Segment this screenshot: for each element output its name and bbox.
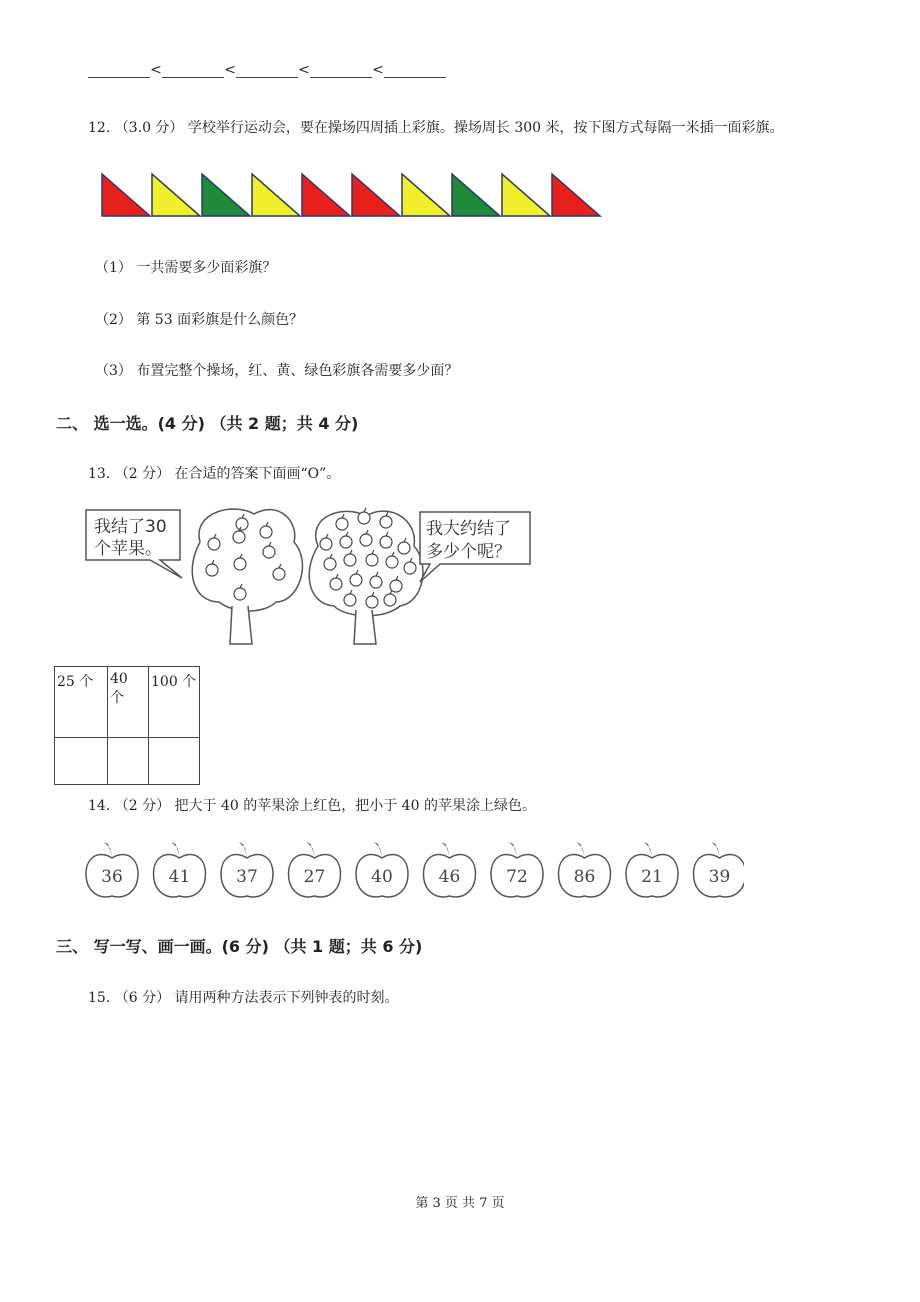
apple-leaf-icon	[442, 842, 450, 856]
flag-2	[152, 174, 200, 216]
less-than-sign: <	[372, 62, 384, 78]
small-apple-right-9	[324, 558, 336, 570]
answer-blank[interactable]	[162, 63, 224, 78]
apple-number-5: 40	[371, 867, 393, 887]
answer-blank[interactable]	[310, 63, 372, 78]
comparison-blanks	[88, 62, 446, 78]
answer-cell-100[interactable]	[149, 738, 200, 785]
small-apple-left-1	[236, 518, 248, 530]
small-apple-left-4	[260, 526, 272, 538]
option-40: 40 个	[108, 667, 149, 738]
answer-blank[interactable]	[384, 63, 446, 78]
flag-7	[402, 174, 450, 216]
apple-number-4: 27	[303, 867, 326, 887]
small-apple-right-14	[330, 578, 342, 590]
apple-number-10: 39	[708, 867, 731, 887]
flag-6	[352, 174, 400, 216]
bubble-right-line-1: 我大约结了	[426, 519, 511, 539]
flag-10	[552, 174, 600, 216]
small-apple-left-7	[263, 546, 275, 558]
small-apple-right-16	[370, 576, 382, 588]
question-12-text: 12. （3.0 分） 学校举行运动会，要在操场四周插上彩旗。操场周长 300 米，按下图方式每隔一米插一面彩旗。	[88, 120, 784, 136]
small-apple-right-15	[350, 574, 362, 586]
apple-row	[84, 840, 744, 906]
apple-number-2: 41	[168, 867, 191, 887]
section-3-title: 三、 写一写、画一画。(6 分) （共 1 题；共 6 分)	[56, 937, 423, 956]
page-footer: 第 3 页 共 7 页	[415, 1196, 505, 1211]
less-than-sign: <	[150, 62, 162, 78]
small-apple-right-3	[380, 516, 392, 528]
answer-blank[interactable]	[236, 63, 298, 78]
small-apple-right-7	[380, 536, 392, 548]
apple-leaf-icon	[307, 842, 315, 856]
apple-number-1: 36	[101, 867, 123, 887]
small-apple-right-8	[398, 542, 410, 554]
small-apple-right-2	[358, 512, 370, 524]
small-apple-left-2	[208, 538, 220, 550]
apple-leaf-icon	[644, 842, 652, 856]
answer-cell-25[interactable]	[55, 738, 108, 785]
flag-sequence	[100, 172, 604, 220]
small-apple-right-2-stem	[364, 508, 366, 512]
flag-1	[102, 174, 150, 216]
apple-leaf-icon	[712, 842, 720, 856]
apple-number-3: 37	[236, 867, 258, 887]
small-apple-left-9	[234, 588, 246, 600]
section-2-title: 二、 选一选。(4 分) （共 2 题；共 4 分)	[56, 414, 359, 433]
apple-trees-illustration	[84, 502, 534, 647]
question-14-text: 14. （2 分） 把大于 40 的苹果涂上红色，把小于 40 的苹果涂上绿色。	[88, 798, 536, 814]
apple-number-8: 86	[573, 867, 596, 887]
question-13-text: 13. （2 分） 在合适的答案下面画“O”。	[88, 466, 341, 482]
flag-4	[252, 174, 300, 216]
small-apple-right-1	[336, 518, 348, 530]
answer-cell-40[interactable]	[108, 738, 149, 785]
small-apple-right-18	[344, 594, 356, 606]
flag-3	[202, 174, 250, 216]
apple-leaf-icon	[172, 842, 180, 856]
question-12-sub-1: （1） 一共需要多少面彩旗？	[95, 260, 277, 276]
small-apple-left-5	[206, 564, 218, 576]
question-12-sub-2: （2） 第 53 面彩旗是什么颜色？	[95, 312, 304, 328]
bubble-left-line-2: 个苹果。	[94, 539, 162, 559]
small-apple-right-19	[366, 596, 378, 608]
apple-leaf-icon	[577, 842, 585, 856]
bubble-right-line-2: 多少个呢？	[426, 542, 511, 562]
flag-8	[452, 174, 500, 216]
small-apple-right-4	[320, 538, 332, 550]
apple-number-7: 72	[506, 867, 528, 887]
less-than-sign: <	[298, 62, 310, 78]
apple-leaf-icon	[239, 842, 247, 856]
question-15-text: 15. （6 分） 请用两种方法表示下列钟表的时刻。	[88, 990, 399, 1006]
small-apple-left-6	[234, 558, 246, 570]
flag-5	[302, 174, 350, 216]
small-apple-right-6	[360, 534, 372, 546]
question-12-sub-3: （3） 布置完整个操场，红、黄、绿色彩旗各需要多少面？	[95, 363, 459, 379]
small-apple-right-13	[404, 562, 416, 574]
option-100: 100 个	[149, 667, 200, 738]
small-apple-right-12	[386, 556, 398, 568]
bubble-left-line-1: 我结了30	[94, 517, 167, 537]
small-apple-right-10	[344, 554, 356, 566]
answer-blank[interactable]	[88, 63, 150, 78]
flag-9	[502, 174, 550, 216]
apple-leaf-icon	[374, 842, 382, 856]
apple-number-6: 46	[438, 867, 461, 887]
small-apple-left-3	[233, 531, 245, 543]
apple-leaf-icon	[509, 842, 517, 856]
small-apple-left-8	[273, 568, 285, 580]
less-than-sign: <	[224, 62, 236, 78]
apple-number-9: 21	[641, 867, 663, 887]
small-apple-right-11	[366, 554, 378, 566]
small-apple-right-20	[384, 594, 396, 606]
apple-leaf-icon	[104, 842, 112, 856]
answer-options-table	[54, 666, 200, 785]
small-apple-right-5	[340, 536, 352, 548]
option-25: 25 个	[55, 667, 108, 738]
